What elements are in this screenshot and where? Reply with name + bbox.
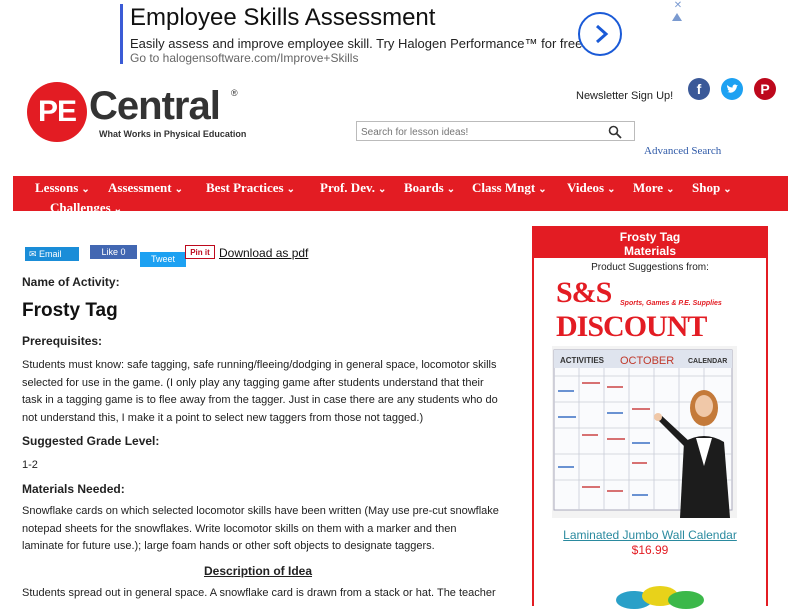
nav-item-class-mngt[interactable] [472,180,547,196]
pin-it-button[interactable] [185,245,215,259]
text-line: Snowflake cards on which selected locomotor skills have been written (May use pre-cut snowflake [22,505,499,517]
nav-item-more[interactable] [633,180,674,196]
newsletter-signup-link[interactable]: Newsletter Sign Up! [576,90,674,102]
nav-item-lessons[interactable] [35,180,90,196]
ad-title[interactable]: Employee Skills Assessment [130,4,436,31]
nav-item-best-practices[interactable] [206,180,295,196]
chevron-down-icon: ⌄ [286,184,295,195]
ad-choices-icon[interactable] [672,13,682,21]
nav-label: Lessons [35,180,79,195]
text-line: selected for use in the game. (I only play any tagging game after students understand that their [22,376,484,389]
logo-pe-circle: PE [27,82,87,142]
calendar-product-image[interactable] [552,346,737,518]
nav-item-assessment[interactable] [108,180,183,196]
chevron-down-icon: ⌄ [666,184,675,195]
nav-item-challenges[interactable] [50,200,122,216]
grade-level-label: Suggested Grade Level: [22,434,160,448]
nav-label: Videos [567,180,605,195]
ad-accent-bar [120,4,123,64]
sidebar-subtitle: Materials [623,244,677,258]
search-box[interactable] [356,121,635,141]
text-line: task in a tagging game is to flee away from the tagger. Just in case there are any students who do [22,394,498,406]
ad-banner[interactable] [120,0,690,68]
text-line: laminate for future use.); large foam hands or other soft objects to designate taggers. [22,540,435,552]
download-pdf-link[interactable]: Download as pdf [219,246,309,260]
pin-it-label: Pin it [190,248,210,257]
nav-label: Shop [692,180,721,195]
ad-arrow-button[interactable] [578,12,622,56]
search-icon[interactable] [608,125,622,139]
pinterest-icon[interactable]: P [754,78,776,100]
chevron-down-icon: ⌄ [81,184,90,195]
chevron-down-icon: ⌄ [607,184,616,195]
logo-registered-mark: ® [231,88,238,98]
description-text: Students spread out in general space. A snowflake card is drawn from a stack or hat. The teacher [22,587,496,599]
nav-label: Boards [404,180,444,195]
ad-close-icon[interactable]: ✕ [673,0,683,11]
twitter-bird-icon [721,78,743,100]
ad-url[interactable]: Go to halogensoftware.com/Improve+Skills [130,51,359,65]
text-line: Students must know: safe tagging, safe running/fleeing/dodging in general space, locomotor skills [22,359,497,371]
description-label: Description of Idea [204,564,313,578]
chevron-down-icon: ⌄ [378,184,387,195]
ss-discount-wordmark: S&S DISCOUNT [556,276,707,343]
activity-title: Frosty Tag [22,300,118,321]
materials-label: Materials Needed: [22,482,125,496]
chevron-down-icon: ⌄ [446,184,456,195]
calendar-activities-text: ACTIVITIES [560,356,605,365]
chevron-down-icon: ⌄ [174,184,183,195]
chevron-down-icon: ⌄ [538,184,547,195]
like-label: Like 0 [101,247,126,257]
sidebar-header [534,228,766,258]
facebook-icon[interactable]: f [688,78,710,100]
prerequisites-label: Prerequisites: [22,334,103,348]
nav-label: Class Mngt [472,180,536,195]
name-of-activity-label: Name of Activity: [22,275,120,289]
next-product-image[interactable] [606,580,716,610]
logo-tagline: What Works in Physical Education [99,129,247,139]
nav-item-boards[interactable] [404,180,455,196]
search-input[interactable] [357,124,605,142]
logo-wordmark: Central [89,84,220,128]
ss-discount-logo[interactable] [556,276,756,343]
main-nav [13,176,788,215]
product-suggestions-label: Product Suggestions from: [591,262,709,273]
materials-text [22,503,500,556]
calendar-month-text: OCTOBER [620,355,675,367]
nav-label: Prof. Dev. [320,180,375,195]
chevron-down-icon: ⌄ [723,184,732,195]
nav-label: Assessment [108,180,172,195]
materials-sidebar [532,226,768,606]
tweet-label: Tweet [150,254,175,264]
chevron-down-icon: ⌄ [113,204,123,215]
prerequisites-text [22,357,500,427]
nav-item-shop[interactable] [692,180,732,196]
email-share-button[interactable] [25,247,79,261]
nav-label: Challenges [50,200,111,215]
text-line: notepad sheets for the snowflakes. Write locomotor skills on them with a marker and then [22,522,457,535]
nav-item-videos[interactable] [567,180,615,196]
calendar-word-text: CALENDAR [688,358,728,365]
calendar-price: $16.99 [631,543,669,557]
calendar-product-link[interactable]: Laminated Jumbo Wall Calendar [563,528,737,542]
chevron-right-icon [592,24,610,44]
twitter-icon[interactable] [721,78,743,100]
mail-icon: ✉ [29,249,40,259]
facebook-like-button[interactable] [90,245,137,259]
pe-central-logo[interactable] [27,82,247,144]
nav-label: More [633,180,664,195]
ad-description[interactable]: Easily assess and improve employee skill. Try Halogen Performance™ for free. [130,36,586,51]
advanced-search-link[interactable]: Advanced Search [644,145,722,157]
text-line: not understand this, I make it a point to select new taggers from those not tagged.) [22,411,424,424]
tweet-button[interactable] [140,252,186,267]
email-share-label: Email [39,249,62,259]
nav-label: Best Practices [206,180,284,195]
grade-level-value: 1-2 [22,459,38,471]
nav-item-prof-dev[interactable] [320,180,386,196]
ss-discount-tagline: Sports, Games & P.E. Supplies [620,300,722,307]
sidebar-title: Frosty Tag [619,230,681,244]
